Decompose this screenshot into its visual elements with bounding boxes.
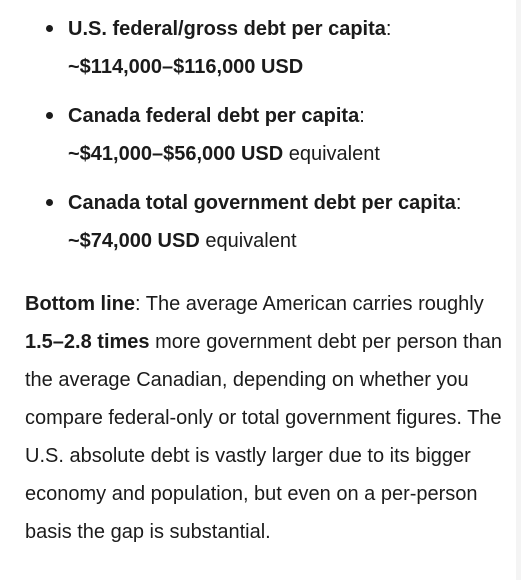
summary-text-start: : The average American carries roughly: [135, 293, 484, 315]
list-item-canada-total-debt: [0, 184, 516, 260]
bullet-dot-icon: [46, 199, 53, 206]
bullet-value: ~$74,000 USD: [68, 230, 200, 252]
debt-comparison-list: [0, 10, 516, 271]
bullet-label: Canada federal debt per capita: [68, 105, 360, 127]
bottom-line-paragraph: [25, 285, 513, 551]
summary-emphasis: 1.5–2.8 times: [25, 331, 150, 353]
bullet-label: U.S. federal/gross debt per capita: [68, 18, 386, 40]
bullet-label: Canada total government debt per capita: [68, 192, 456, 214]
bullet-value: ~$114,000–$116,000 USD: [68, 56, 304, 78]
bullet-suffix: equivalent: [283, 143, 380, 165]
bullet-colon: :: [359, 105, 365, 127]
bullet-colon: :: [385, 18, 392, 40]
bullet-dot-icon: [46, 25, 53, 32]
bullet-dot-icon: [46, 112, 53, 119]
list-item-canada-federal-debt: [0, 97, 516, 173]
bullet-suffix: equivalent: [199, 230, 297, 252]
bullet-value: ~$41,000–$56,000 USD: [68, 143, 284, 165]
list-item-us-federal-debt: [0, 10, 516, 86]
summary-text-end: more government debt per person than the average Canadian, depending on whether you compare federal-only or total government figures. The U.S. absolute debt is vastly larger due to its bigger economy and population, but even on a per-person basis the gap is substantial.: [25, 331, 502, 543]
bottom-line-label: Bottom line: [25, 293, 135, 315]
bullet-colon: :: [455, 192, 462, 214]
